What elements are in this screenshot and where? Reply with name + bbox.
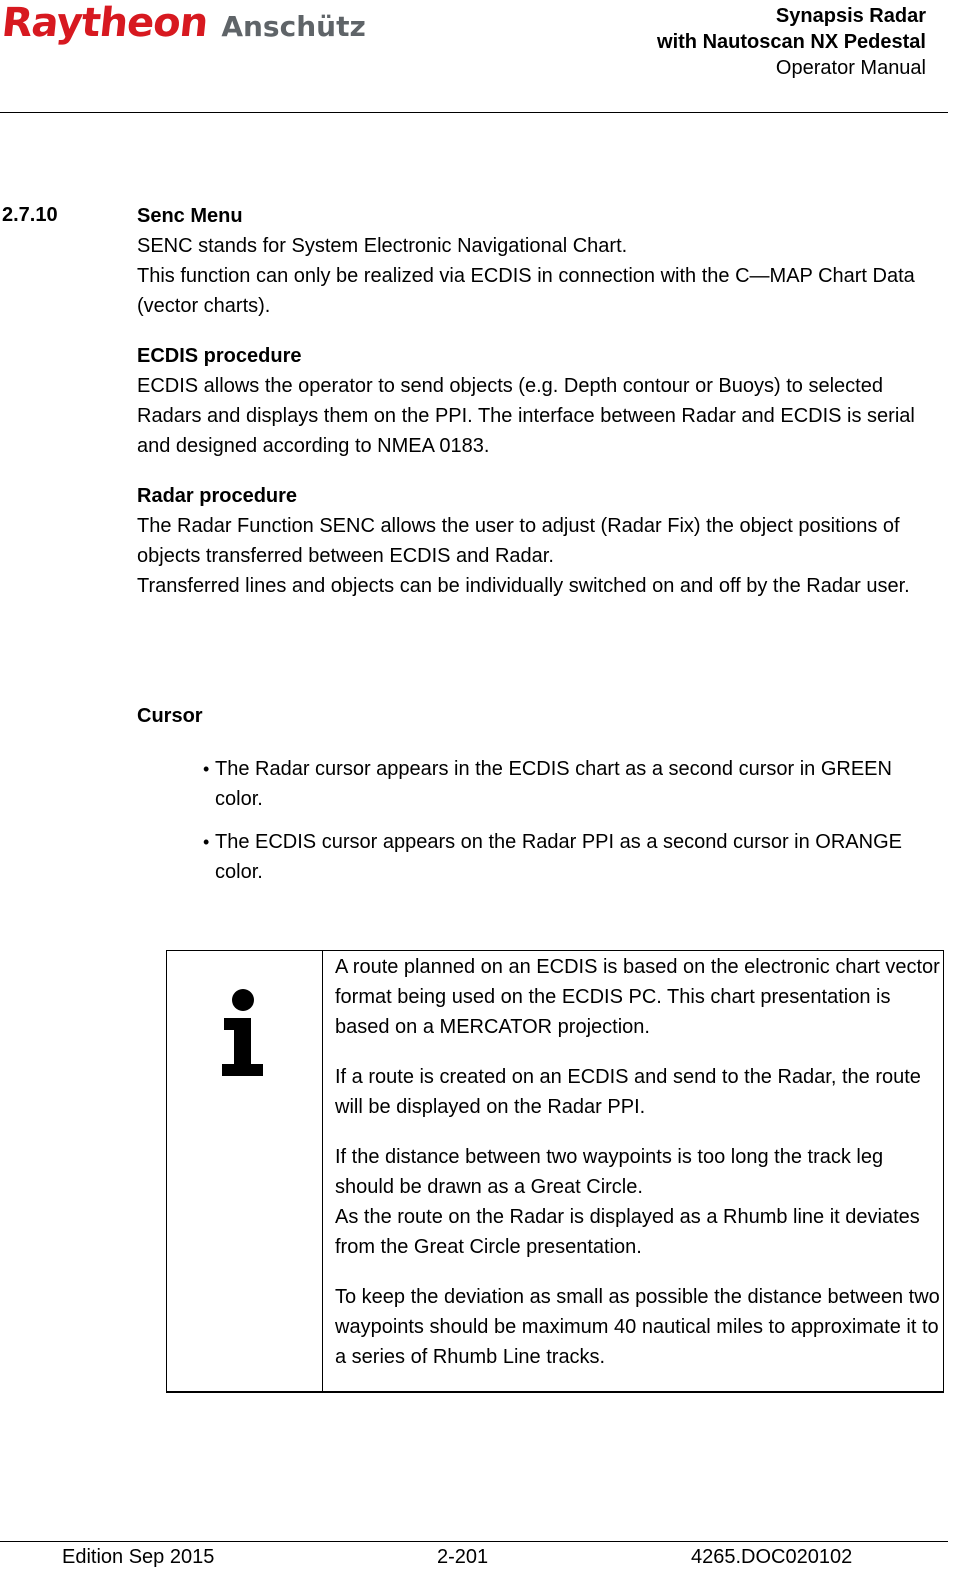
note-paragraph-5: To keep the deviation as small as possible the distance between two waypoints should be maximum 40 nautical miles to approximate it to a series of Rhumb Line tracks. xyxy=(335,1286,940,1368)
note-paragraph-3: If the distance between two waypoints is too long the track leg should be drawn as a Great Circle. xyxy=(335,1146,884,1198)
radar-heading: Radar procedure xyxy=(137,485,298,507)
logo-brand: Raytheon xyxy=(0,0,210,46)
cursor-block xyxy=(137,701,927,731)
header-title-2: with Nautoscan NX Pedestal xyxy=(657,31,926,53)
bullet-dot: • xyxy=(203,759,210,779)
header-divider xyxy=(0,112,948,113)
radar-line-1: The Radar Function SENC allows the user to adjust (Radar Fix) the object positions of objects transferred between ECDIS and Radar. xyxy=(137,515,900,567)
ecdis-text: ECDIS allows the operator to send objects (e.g. Depth contour or Buoys) to selected Radars and displays them on the PPI. The interface between Radar and ECDIS is serial and designed according to NMEA 0183. xyxy=(137,375,915,457)
section-body xyxy=(137,201,927,321)
radar-line-2: Transferred lines and objects can be individually switched on and off by the Radar user. xyxy=(137,575,910,597)
footer-doc-number: 4265.DOC020102 xyxy=(691,1546,853,1568)
cursor-heading: Cursor xyxy=(137,705,203,727)
note-divider xyxy=(322,951,323,1391)
info-icon xyxy=(218,988,268,1078)
note-paragraph-1: A route planned on an ECDIS is based on the electronic chart vector format being used on the ECDIS PC. This chart presentation is based on a MERCATOR projection. xyxy=(335,956,940,1038)
section-title: Senc Menu xyxy=(137,205,243,227)
bullet-text-1: The Radar cursor appears in the ECDIS chart as a second cursor in GREEN color. xyxy=(215,758,892,810)
radar-block xyxy=(137,481,927,601)
company-logo xyxy=(2,0,366,44)
intro-line-1: SENC stands for System Electronic Navigational Chart. xyxy=(137,235,628,257)
note-text xyxy=(335,952,940,1392)
header-title-1: Synapsis Radar xyxy=(775,5,926,27)
intro-line-2: This function can only be realized via ECDIS in connection with the C—MAP Chart Data (vector charts). xyxy=(137,265,915,317)
info-note-box xyxy=(166,950,944,1393)
ecdis-block xyxy=(137,341,927,461)
logo-sub: Anschütz xyxy=(221,10,366,43)
document-header xyxy=(657,3,926,81)
footer-page-number: 2-201 xyxy=(437,1546,489,1568)
bullet-dot: • xyxy=(203,832,210,852)
ecdis-heading: ECDIS procedure xyxy=(137,345,302,367)
footer-divider xyxy=(0,1541,948,1542)
header-title-3: Operator Manual xyxy=(775,57,926,79)
footer-edition: Edition Sep 2015 xyxy=(62,1546,215,1568)
section-number: 2.7.10 xyxy=(2,204,58,226)
note-paragraph-4: As the route on the Radar is displayed as a Rhumb line it deviates from the Great Circle presentation. xyxy=(335,1206,920,1258)
bullet-text-2: The ECDIS cursor appears on the Radar PPI as a second cursor in ORANGE color. xyxy=(215,831,902,883)
note-paragraph-2: If a route is created on an ECDIS and send to the Radar, the route will be displayed on the Radar PPI. xyxy=(335,1066,921,1118)
